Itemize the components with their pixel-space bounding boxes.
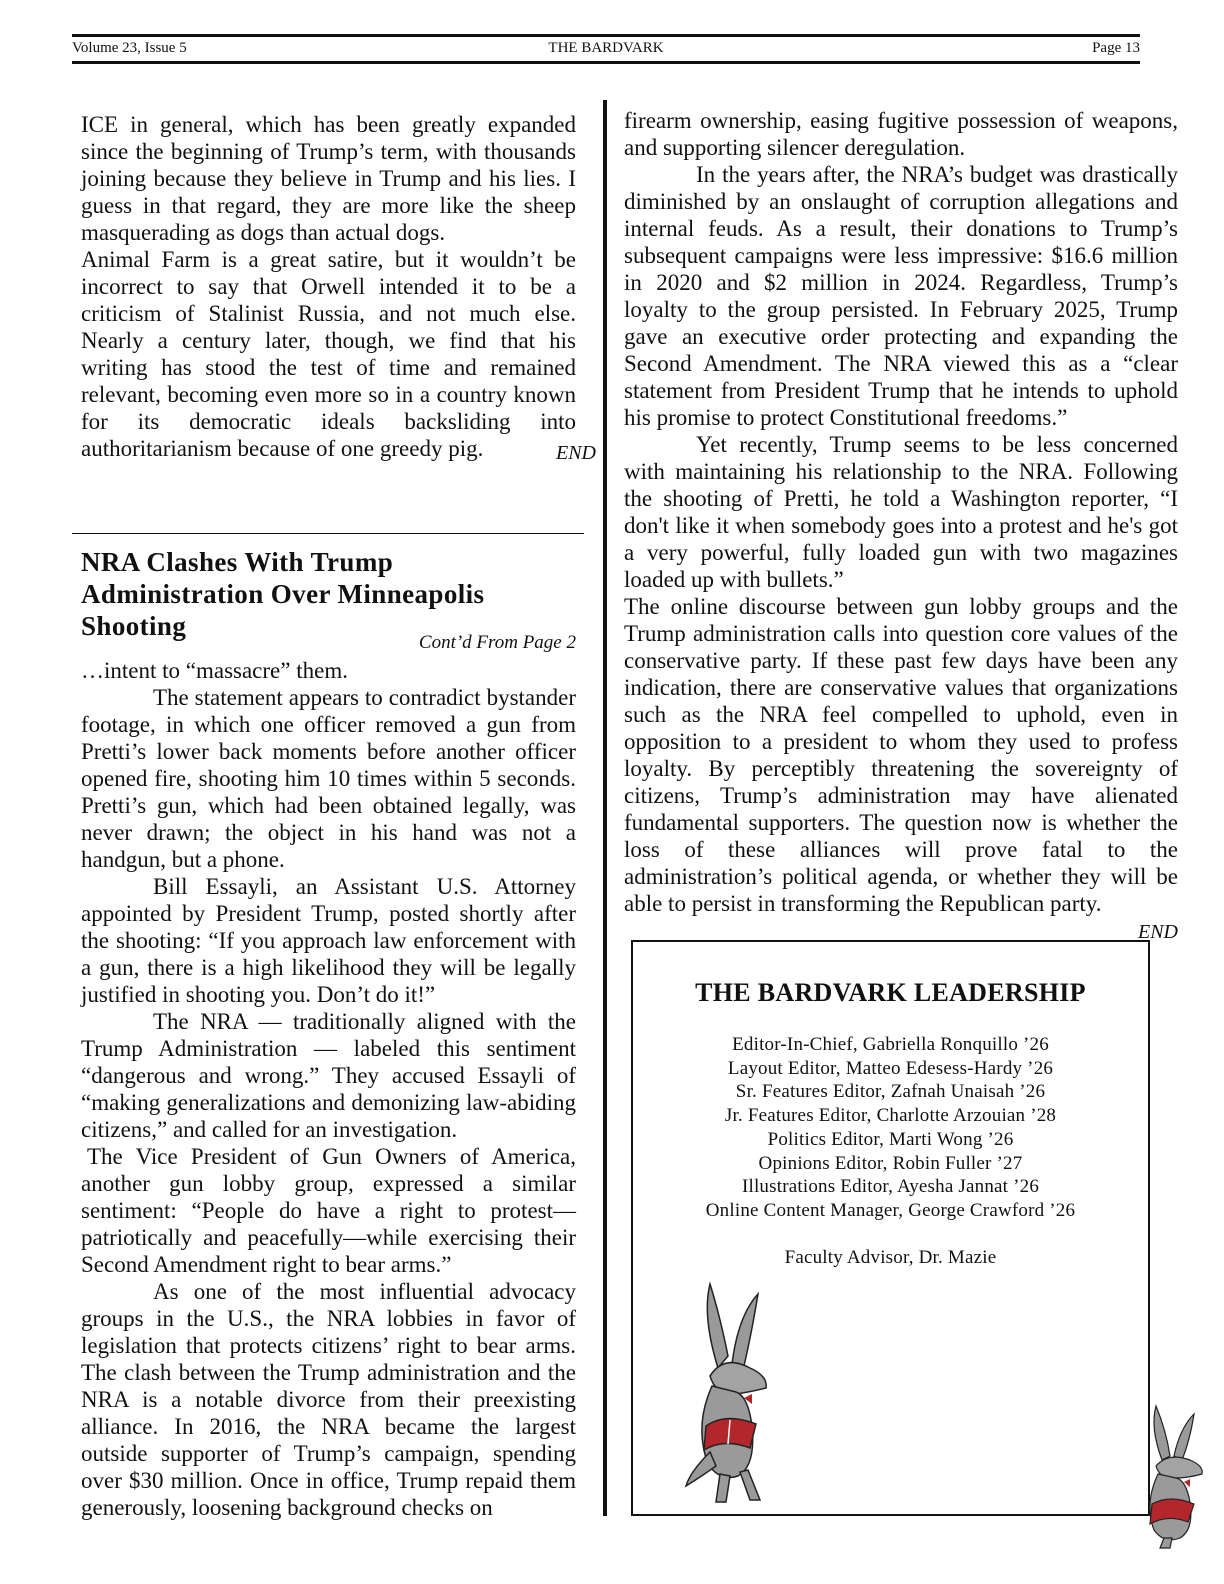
staff-item: Editor-In-Chief, Gabriella Ronquillo ’26 <box>732 1034 1049 1055</box>
article-divider <box>72 533 584 534</box>
paragraph: Bill Essayli, an Assistant U.S. Attorney appointed by President Trump, posted shortly after the shooting: “If you approach law enforcement with a gun, there is a high likelihood they will be legally justified in shooting you. Don’t do it!” <box>81 874 576 1007</box>
aardvark-corner-illustration <box>1138 1400 1224 1550</box>
previous-article-ending <box>81 111 596 467</box>
newspaper-title: THE BARDVARK <box>548 40 664 56</box>
paragraph: Animal Farm is a great satire, but it wouldn’t be incorrect to say that Orwell intended it to be a criticism of Stalinist Russia, and not much else. Nearly a century later, though, we find that his writing has stood the test of time and remained relevant, becoming even more so in a country known for its democratic ideals backsliding into authoritarianism because of one greedy pig. <box>81 247 576 461</box>
issue-volume: Volume 23, Issue 5 <box>72 40 187 56</box>
article-headline: NRA Clashes With Trump Administration Over Minneapolis Shooting <box>81 547 485 641</box>
faculty-advisor: Faculty Advisor, Dr. Mazie <box>784 1247 997 1268</box>
staff-list <box>633 1033 1148 1223</box>
staff-item: Politics Editor, Marti Wong ’26 <box>767 1128 1014 1150</box>
paragraph: As one of the most influential advocacy groups in the U.S., the NRA lobbies in favor of legislation that protects citizens’ right to bear arms. The clash between the Trump administration and the NRA is a notable divorce from their preexisting alliance. In 2016, the NRA became the largest outside supporter of Trump’s campaign, spending over $30 million. Once in office, Trump repaid them generously, loosening background checks on <box>81 1279 576 1520</box>
page-number: Page 13 <box>1092 40 1140 56</box>
end-mark: END <box>556 442 596 464</box>
aardvark-reading-illustration <box>680 1276 790 1506</box>
paragraph: ICE in general, which has been greatly expanded since the beginning of Trump’s term, with thousands joining because they believe in Trump and his lies. I guess in that regard, they are more like the sheep masquerading as dogs than actual dogs. <box>81 112 576 245</box>
staff-item: Illustrations Editor, Ayesha Jannat ’26 <box>741 1176 1040 1198</box>
paragraph: …intent to “massacre” them. <box>81 658 348 683</box>
continued-from-note: Cont’d From Page 2 <box>418 632 576 653</box>
staff-item: Sr. Features Editor, Zafnah Unaisah ’26 <box>735 1081 1046 1103</box>
article-column-right <box>624 107 1178 946</box>
end-mark: END <box>1138 921 1178 943</box>
paragraph: Yet recently, Trump seems to be less concerned with maintaining his relationship to the NRA. Following the shooting of Pretti, he told a Washington reporter, “I don't like it when somebody goes into a protest and he's got a very powerful, fully loaded gun with two magazines loaded up with bullets.” <box>624 432 1178 592</box>
paragraph: The statement appears to contradict bystander footage, in which one officer removed a gun from Pretti’s lower back moments before another officer opened fire, shooting him 10 times within 5 seconds. Pretti’s gun, which had been obtained legally, was never drawn; the object in his hand was not a handgun, but a phone. <box>81 685 576 872</box>
page-header <box>72 34 1140 64</box>
paragraph: firearm ownership, easing fugitive possession of weapons, and supporting silencer deregulation. <box>624 108 1178 160</box>
column-divider <box>603 100 607 1516</box>
leadership-title: THE BARDVARK LEADERSHIP <box>695 978 1086 1007</box>
paragraph: The NRA — traditionally aligned with the Trump Administration — labeled this sentiment “dangerous and wrong.” They accused Essayli of “making generalizations and demonizing law-abiding citizens,” and called for an investigation. <box>81 1009 576 1142</box>
staff-item: Opinions Editor, Robin Fuller ’27 <box>758 1152 1023 1174</box>
staff-item: Jr. Features Editor, Charlotte Arzouian ’28 <box>724 1105 1057 1127</box>
staff-item: Layout Editor, Matteo Edesess-Hardy ’26 <box>727 1057 1054 1079</box>
paragraph: The Vice President of Gun Owners of America, another gun lobby group, expressed a similar sentiment: “People do have a right to protest—patriotically and peacefully—while exercising their Second Amendment right to bear arms.” <box>81 1144 576 1277</box>
staff-item: Online Content Manager, George Crawford ’26 <box>705 1199 1076 1221</box>
paragraph: The online discourse between gun lobby groups and the Trump administration calls into question core values of the conservative party. If these past few days have been any indication, there are conservative values that organizations such as the NRA feel compelled to uphold, even in opposition to a president to whom they used to profess loyalty. By perceptibly threatening the sovereignty of citizens, Trump’s administration may have alienated fundamental supporters. The question now is whether the loss of these alliances will prove fatal to the administration’s political agenda, or whether they will be able to persist in transforming the Republican party. <box>624 594 1178 916</box>
paragraph: In the years after, the NRA’s budget was drastically diminished by an onslaught of corruption allegations and internal feuds. As a result, their donations to Trump’s subsequent campaigns were less impressive: $16.6 million in 2020 and $2 million in 2024. Regardless, Trump’s loyalty to the group persisted. In February 2025, Trump gave an executive order protecting and expanding the Second Amendment. The NRA viewed this as a “clear statement from President Trump that he intends to uphold his promise to protect Constitutional freedoms.” <box>624 162 1178 430</box>
article-column-left <box>81 657 576 1521</box>
